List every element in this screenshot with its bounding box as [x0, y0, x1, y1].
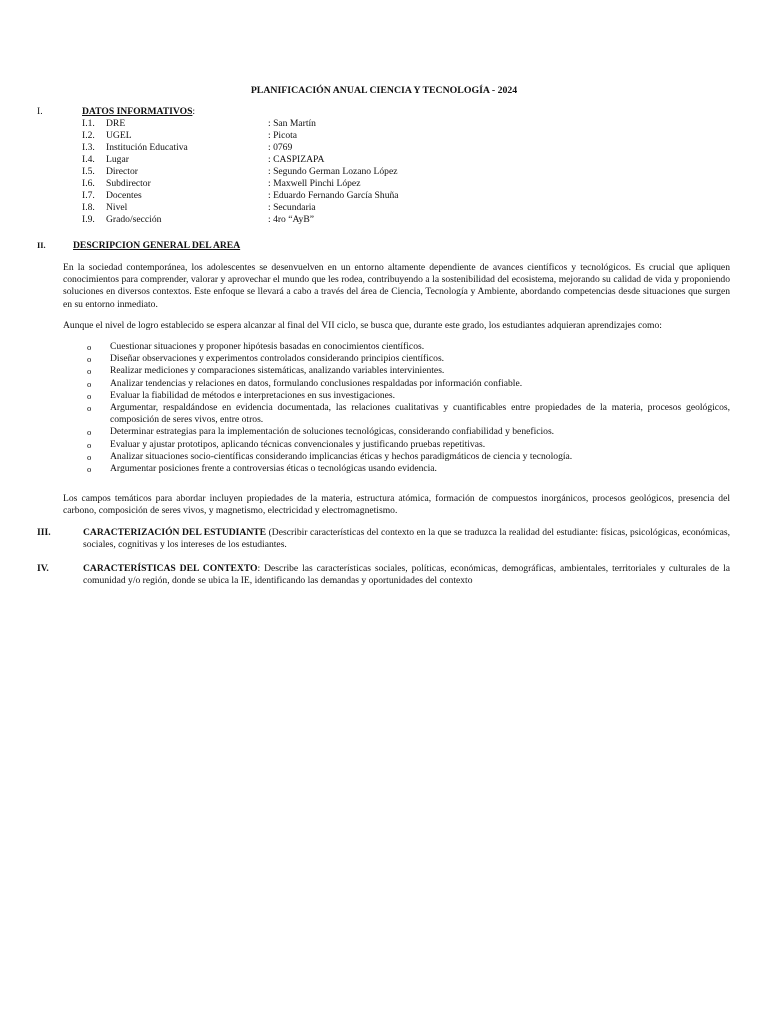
section-2-number: II.: [37, 241, 46, 250]
info-label: Nivel: [106, 202, 128, 214]
info-value: : CASPIZAPA: [268, 154, 325, 166]
bullet-marker: o: [87, 390, 92, 401]
info-code: I.9.: [82, 214, 95, 226]
info-value: : San Martín: [268, 118, 316, 129]
info-label: DRE: [106, 118, 126, 129]
list-item: [63, 463, 730, 475]
info-row: [82, 202, 502, 214]
bullet-text: Analizar tendencias y relaciones en datos, formulando conclusiones respaldadas por información confiable.: [110, 377, 523, 389]
list-item: [63, 353, 730, 365]
section-4-number: IV.: [37, 563, 49, 574]
bullet-marker: o: [87, 378, 92, 389]
bullet-marker: o: [87, 403, 92, 414]
section-4-block: [83, 563, 730, 587]
info-label: Director: [106, 166, 138, 178]
section-1-heading: [82, 106, 195, 118]
bullet-text: Realizar mediciones y comparaciones sistemáticas, analizando variables intervinientes.: [110, 365, 445, 377]
section-2-heading: DESCRIPCION GENERAL DEL AREA: [73, 240, 241, 251]
list-item: [63, 378, 730, 390]
thematic-fields-paragraph: Los campos temáticos para abordar incluyen propiedades de la materia, estructura atómica, formación de compuestos inorgánicos, procesos geológicos, presencia del carbono, composición de seres vivos, y magnetismo, electricidad y electromagnetismo.: [63, 493, 730, 517]
section-4-text: : Describe las características sociales, políticas, económicas, demográficas, ambientales, territoriales y culturales de la comunidad y/o región, donde se ubica la IE, identificando las demandas y oportunidades del contexto: [83, 563, 730, 587]
section-4-heading: CARACTERÍSTICAS DEL CONTEXTO: [83, 563, 258, 574]
info-value: : Secundaria: [268, 202, 316, 214]
info-label: Subdirector: [106, 178, 151, 190]
bullet-text: Determinar estrategias para la implementación de soluciones tecnológicas, considerando confiabilidad y beneficios.: [110, 426, 555, 438]
section-1-heading-text: DATOS INFORMATIVOS: [82, 106, 193, 117]
list-item: [63, 390, 730, 402]
list-item: [63, 402, 730, 426]
info-value: : 4ro “AyB”: [268, 214, 315, 226]
info-value: : Maxwell Pinchi López: [268, 178, 361, 190]
info-label: Institución Educativa: [106, 142, 188, 154]
bullet-text: Evaluar la fiabilidad de métodos e interpretaciones en sus investigaciones.: [110, 389, 396, 401]
section-3-block: [83, 527, 730, 551]
list-item: [63, 451, 730, 463]
info-code: I.3.: [82, 142, 95, 154]
info-code: I.8.: [82, 202, 95, 214]
section-3-heading: CARACTERIZACIÓN DEL ESTUDIANTE: [83, 527, 267, 538]
learning-intro-paragraph: Aunque el nivel de logro establecido se espera alcanzar al final del VII ciclo, se busca que, durante este grado, los estudiantes adquieran aprendizajes como:: [63, 320, 662, 331]
learning-outcomes-list: [63, 341, 730, 475]
info-row: [82, 130, 502, 142]
info-row: [82, 154, 502, 166]
info-code: I.4.: [82, 154, 95, 166]
list-item: [63, 365, 730, 377]
area-description-paragraph: En la sociedad contemporánea, los adolescentes se desenvuelven en un entorno altamente dependiente de avances científicos y tecnológicos. Es crucial que apliquen conocimientos para comprender, valorar y aprovechar el mundo que les rodea, contribuyendo a la sostenibilidad del ecosistema, mejorando su calidad de vida y proponiendo soluciones en diversos contextos. Este enfoque se llevará a cabo a través del área de Ciencia, Tecnología y Ambiente, abordando competencias desde situaciones que surgen en su entorno inmediato.: [63, 262, 730, 310]
bullet-text: Argumentar posiciones frente a controversias éticas o tecnológicas usando evidencia.: [110, 463, 437, 475]
info-row: [82, 118, 502, 130]
info-code: I.6.: [82, 178, 95, 190]
bullet-text: Analizar situaciones socio-científicas considerando implicancias éticas y hechos paradigmáticos de ciencia y tecnología.: [110, 450, 573, 462]
info-value: : Picota: [268, 130, 298, 142]
info-code: I.2.: [82, 130, 95, 142]
info-value: : Segundo German Lozano López: [268, 166, 398, 178]
list-item: [63, 439, 730, 451]
list-item: [63, 426, 730, 438]
bullet-text: Diseñar observaciones y experimentos controlados considerando principios científicos.: [110, 353, 445, 365]
bullet-marker: o: [87, 366, 92, 377]
bullet-text: Evaluar y ajustar prototipos, aplicando técnicas convencionales y justificando pruebas repetitivas.: [110, 438, 486, 450]
bullet-marker: o: [87, 427, 92, 438]
section-3-number: III.: [37, 527, 51, 538]
info-label: Docentes: [106, 190, 142, 202]
info-label: Grado/sección: [106, 214, 162, 226]
info-label: Lugar: [106, 154, 129, 166]
section-1-number: I.: [37, 106, 43, 117]
info-code: I.5.: [82, 166, 95, 178]
bullet-text: Cuestionar situaciones y proponer hipótesis basadas en conocimientos científicos.: [110, 341, 425, 352]
info-value: : Eduardo Fernando García Shuña: [268, 190, 399, 202]
info-code: I.1.: [82, 118, 95, 129]
bullet-marker: o: [87, 451, 92, 462]
info-row: [82, 190, 502, 202]
list-item: [63, 341, 730, 353]
info-value: : 0769: [268, 142, 293, 154]
section-1-heading-colon: :: [192, 106, 196, 117]
bullet-marker: o: [87, 464, 92, 475]
section-3-text: (Describir características del contexto en la que se traduzca la realidad del estudiante: físicas, psicológicas, económicas, sociales, cognitivas y los intereses de los estudiantes.: [83, 527, 730, 551]
info-code: I.7.: [82, 190, 95, 202]
info-label: UGEL: [106, 130, 132, 142]
page-title: PLANIFICACIÓN ANUAL CIENCIA Y TECNOLOGÍA - 2024: [250, 85, 518, 96]
info-row: [82, 142, 502, 154]
info-row: [82, 166, 502, 178]
bullet-marker: o: [87, 342, 92, 352]
informative-data-list: [82, 118, 502, 226]
info-row: [82, 214, 502, 226]
info-row: [82, 178, 502, 190]
bullet-text: Argumentar, respaldándose en evidencia documentada, las relaciones cualitativas y cuantificables entre propiedades de la materia, procesos geológicos, composición de seres vivos, entre otros.: [110, 402, 730, 426]
bullet-marker: o: [87, 354, 92, 365]
bullet-marker: o: [87, 439, 92, 450]
